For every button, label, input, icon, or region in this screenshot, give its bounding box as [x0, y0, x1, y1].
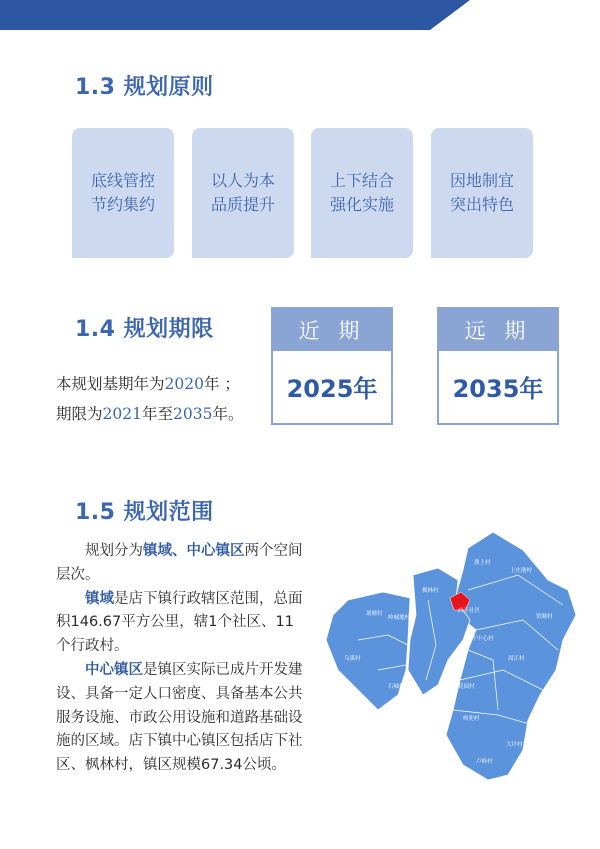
principle-card-line: 强化实施: [329, 195, 394, 214]
scope-description: [56, 540, 304, 778]
start-year: 2021: [102, 405, 142, 423]
end-year: 2035: [172, 405, 213, 423]
principle-card-2: [192, 128, 294, 258]
period-line-2: [56, 402, 243, 424]
principle-card-3: [311, 128, 413, 258]
near-term-box: [271, 307, 393, 425]
map-label: 周江村: [508, 656, 525, 662]
map-label: 乌溪村: [344, 656, 361, 662]
principle-card-line: 底线管控: [90, 171, 155, 190]
map-label: 渔上村: [474, 560, 491, 566]
text: 年。: [212, 405, 244, 423]
scope-paragraph-3: [56, 659, 304, 778]
principle-card-line: 因地制宜: [449, 171, 514, 190]
principle-card-line: 突出特色: [449, 195, 514, 214]
principle-card-line: 以人为本: [210, 171, 275, 190]
near-term-label: 近 期: [273, 309, 391, 351]
township-map: [318, 520, 580, 782]
map-label: 岭城地村: [388, 615, 411, 621]
far-term-year: 2035年: [452, 374, 544, 403]
map-label: 大圩村: [506, 742, 523, 748]
bold-term: 镇域、中心镇区: [143, 543, 245, 559]
principle-card-line: 节约集约: [90, 195, 155, 214]
map-label: 店下中心村: [466, 636, 494, 642]
top-banner: [0, 0, 600, 30]
map-label: 石城村: [388, 684, 405, 690]
principle-card-1: [72, 128, 174, 258]
text: 规划分为: [85, 543, 143, 559]
text: 期限为: [56, 405, 103, 423]
map-label: 上庄港村: [510, 568, 533, 574]
far-term-label: 远 期: [439, 309, 557, 351]
map-label: 花园村: [458, 684, 475, 690]
map-label: 岭兜村: [463, 716, 480, 722]
map-label: 店下社区: [458, 608, 481, 614]
text: 年 ；: [203, 375, 240, 393]
far-term-box: [437, 307, 559, 425]
map-label: 枫林村: [422, 588, 439, 594]
near-term-year: 2025年: [286, 374, 378, 403]
map-label: 卢岭村: [476, 759, 493, 765]
bold-term: 中心镇区: [85, 661, 143, 678]
period-line-1: [56, 372, 240, 394]
text: 两个空间层次。: [56, 543, 303, 583]
section-title-period: 1.4 规划期限: [75, 317, 214, 342]
scope-paragraph-2: [56, 588, 304, 659]
map-label: 洞塘村: [366, 611, 383, 617]
text: 本规划基期年为: [56, 375, 165, 393]
principle-card-4: [431, 128, 533, 258]
section-title-principles: 1.3 规划原则: [75, 75, 214, 100]
text: 年至: [141, 405, 173, 423]
scope-paragraph-1: [56, 540, 304, 588]
principle-card-line: 品质提升: [210, 195, 275, 214]
principle-card-line: 上下结合: [329, 171, 394, 190]
text: 是镇区实际已成片开发建设、具备一定人口密度、具备基本公共服务设施、市政公用设施和道路基础设施的区域。店下镇中心镇区包括店下社区、枫林村，镇区规模67.34公顷。: [56, 661, 303, 774]
base-year: 2020: [164, 375, 204, 393]
text: 是店下镇行政辖区范围，总面积146.67平方公里，辖1个社区、11个行政村。: [56, 590, 303, 655]
map-region: [326, 592, 410, 710]
section-title-scope: 1.5 规划范围: [75, 500, 214, 525]
map-label: 馆塘村: [536, 614, 553, 620]
bold-term: 镇域: [85, 590, 114, 607]
